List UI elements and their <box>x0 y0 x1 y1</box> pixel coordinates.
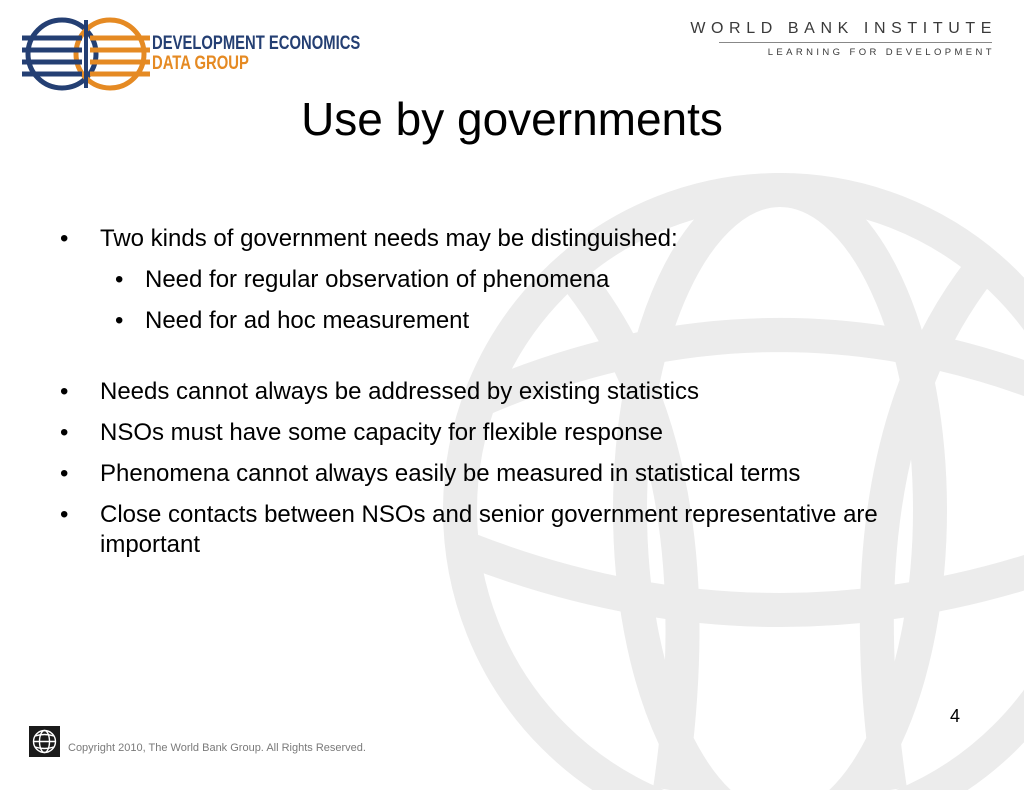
bullet-item <box>60 224 960 254</box>
development-economics-globe-logo <box>22 14 157 94</box>
spacer <box>60 347 960 377</box>
bullet-text: Phenomena cannot always easily be measured in statistical terms <box>100 460 801 487</box>
bullet-dot-icon: • <box>60 225 69 252</box>
logo-title-line1: DEVELOPMENT ECONOMICS <box>152 33 361 54</box>
world-bank-institute-logo <box>690 20 997 58</box>
page-number: 4 <box>950 706 961 726</box>
sub-bullet-item <box>60 265 960 295</box>
bullet-text: Two kinds of government needs may be distinguished: <box>100 225 678 252</box>
bullet-dot-icon: • <box>60 378 69 405</box>
bullet-dot-icon: • <box>60 501 69 528</box>
institute-subtitle: LEARNING FOR DEVELOPMENT <box>767 47 995 58</box>
bullet-item <box>60 459 960 489</box>
bullet-text: Need for regular observation of phenomena <box>145 266 610 293</box>
bullet-dot-icon: • <box>60 460 69 487</box>
copyright-notice: Copyright 2010, The World Bank Group. All Rights Reserved. <box>68 742 366 754</box>
bullet-dot-icon: • <box>115 266 124 293</box>
bullet-dot-icon: • <box>115 307 124 334</box>
slide-body <box>60 224 960 571</box>
bullet-item <box>60 500 960 560</box>
sub-bullet-item <box>60 306 960 336</box>
bullet-item <box>60 418 960 448</box>
bullet-dot-icon: • <box>60 419 69 446</box>
world-bank-globe-icon <box>29 726 60 757</box>
logo-title-line2: DATA GROUP <box>152 53 249 74</box>
bullet-text: Needs cannot always be addressed by existing statistics <box>100 378 699 405</box>
bullet-text: Close contacts between NSOs and senior government representative are important <box>100 501 878 558</box>
bullet-text: NSOs must have some capacity for flexible response <box>100 419 663 446</box>
bullet-text: Need for ad hoc measurement <box>145 307 470 334</box>
institute-title: WORLD BANK INSTITUTE <box>690 20 997 37</box>
bullet-item <box>60 377 960 407</box>
slide-title: Use by governments <box>301 93 723 145</box>
institute-divider <box>719 42 992 43</box>
